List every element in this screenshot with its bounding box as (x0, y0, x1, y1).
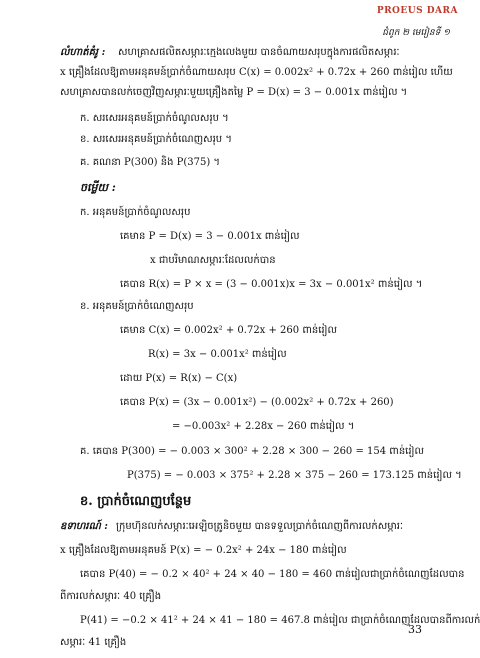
example2-line-6: សម្ភារៈ 41 គ្រឿង (60, 637, 127, 648)
example2-label: ឧទាហរណ៍ : (60, 521, 108, 532)
statement-line-2: x គ្រឿងដែលឱ្យតាមអនុគមន៍ប្រាក់ចំណាយសរុប C(x) = 0.002x² + 0.72x + 260 ពាន់រៀល ហើយ (60, 67, 453, 78)
example2-line-2: x គ្រឿងដែលឱ្យតាមអនុគមន៍ P(x) = − 0.2x² + 24x − 180 ពាន់រៀល (60, 545, 347, 556)
part-b-line-5: = −0.003x² + 2.28x − 260 ពាន់រៀល ។ (172, 421, 355, 432)
statement-line-1: សហគ្រាសផលិតសម្ភារៈក្មេងលេងមួយ បានចំណាយសរុបក្នុងការផលិតសម្ភារៈ (118, 47, 400, 58)
example2-line-1: ក្រុមហ៊ុនលក់សម្ភារៈអេឡិចត្រូនិចមួយ បានទទួលប្រាក់ចំណេញពីការលក់សម្ភារៈ (116, 521, 404, 532)
part-b-line-1: គេមាន C(x) = 0.002x² + 0.72x + 260 ពាន់រៀល (120, 325, 338, 336)
example2-line-5: P(41) = −0.2 × 41² + 24 × 41 − 180 = 467.8 ពាន់រៀល ជាប្រាក់ចំណេញដែលបានពីការលក់ (80, 615, 480, 626)
statement-line-3: សហគ្រាសបានលក់ចេញវិញសម្ភារៈមួយគ្រឿងតម្លៃ P = D(x) = 3 − 0.001x ពាន់រៀល ។ (60, 87, 408, 98)
part-a-line-1: គេមាន P = D(x) = 3 − 0.001x ពាន់រៀល (120, 231, 300, 242)
task-b: ខ. សរសេរអនុគមន៍ប្រាក់ចំណេញសរុប ។ (80, 134, 232, 145)
part-a-line-2: x ជាបរិមាណសម្ភារៈដែលលក់បាន (150, 255, 276, 266)
part-c-line-2: P(375) = − 0.003 × 375² + 2.28 × 375 − 260 = 173.125 ពាន់រៀល ។ (127, 470, 462, 481)
example2-line-4: ពីការលក់សម្ភារៈ 40 គ្រឿង (60, 591, 162, 602)
part-b-line-3: ដោយ P(x) = R(x) − C(x) (120, 373, 238, 384)
solution-label: ចម្លើយ : (80, 181, 116, 194)
part-b-title: ខ. អនុគមន៍ប្រាក់ចំណេញសរុប (80, 301, 194, 312)
example2-line-3: គេបាន P(40) = − 0.2 × 40² + 24 × 40 − 180 = 460 ពាន់រៀលជាប្រាក់ចំណេញដែលបាន (80, 569, 465, 580)
part-a-title: ក. អនុគមន៍ប្រាក់ចំណូលសរុប (80, 207, 191, 218)
chapter-header: ជំពូក ២ មេរៀនទី ១ (382, 28, 450, 38)
part-c-line-1: គ. គេបាន P(300) = − 0.003 × 300² + 2.28 × 300 − 260 = 154 ពាន់រៀល (80, 446, 425, 457)
part-a-line-3: គេបាន R(x) = P × x = (3 − 0.001x)x = 3x − 0.001x² ពាន់រៀល ។ (120, 279, 423, 290)
part-b-line-2: R(x) = 3x − 0.001x² ពាន់រៀល (148, 349, 287, 360)
task-a: ក. សរសេរអនុគមន៍ប្រាក់ចំណូលសរុប ។ (80, 113, 229, 124)
page-number: 33 (408, 623, 422, 636)
section-heading: ខ. ប្រាក់ចំណេញបន្ថែម (80, 494, 192, 509)
task-c: គ. គណនា P(300) និង P(375) ។ (80, 157, 221, 168)
example-label: លំហាត់គំរូ : (60, 47, 106, 58)
brand-label: PROEUS DARA (376, 6, 458, 16)
part-b-line-4: គេបាន P(x) = (3x − 0.001x²) − (0.002x² + 0.72x + 260) (120, 397, 394, 408)
